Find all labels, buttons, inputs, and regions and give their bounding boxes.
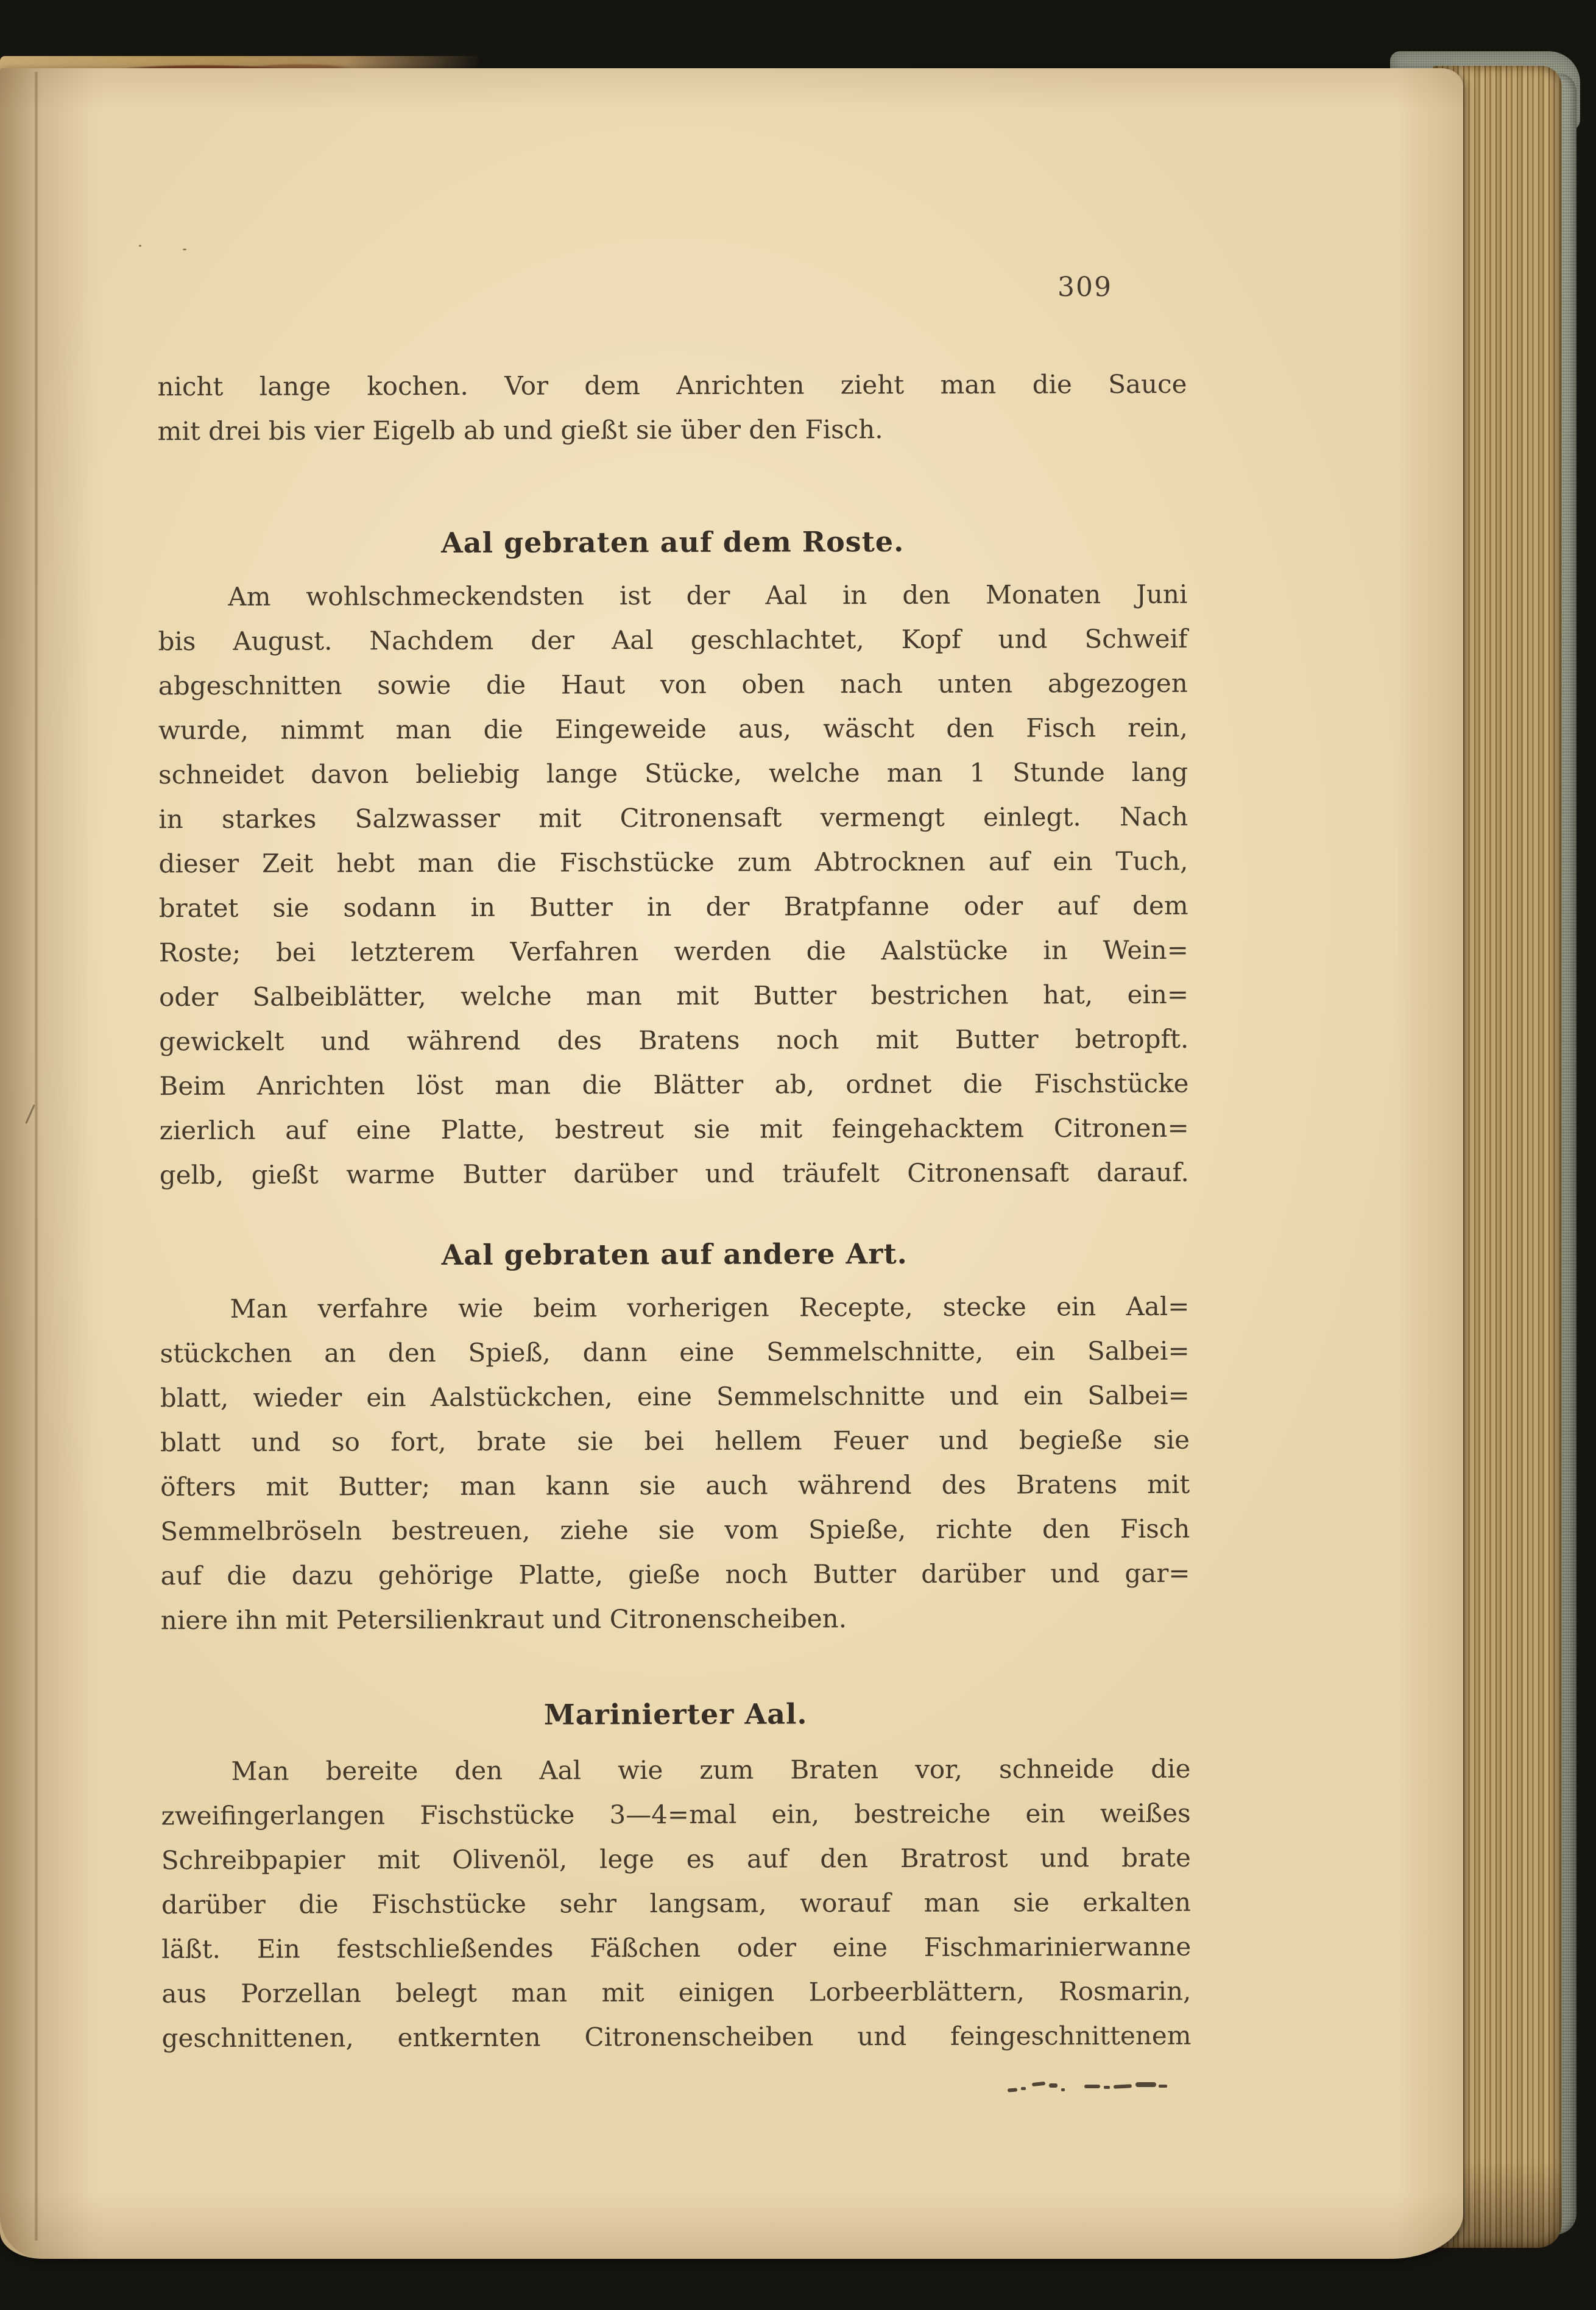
gutter-shadow bbox=[0, 68, 91, 2259]
text-line: Beim Anrichten löst man die Blätter ab, ordnet die Fischstücke bbox=[159, 1068, 1189, 1101]
page-content bbox=[157, 362, 1191, 2060]
text-line: in starkes Salzwasser mit Citronensaft vermengt einlegt. Nach bbox=[158, 801, 1188, 835]
text-line: auf die dazu gehörige Platte, gieße noch Butter darüber und gar= bbox=[160, 1558, 1190, 1591]
paragraph bbox=[158, 572, 1189, 1197]
text-line: Roste; bei letzterem Verfahren werden die Aalstücke in Wein= bbox=[158, 934, 1188, 968]
text-line: nicht lange kochen. Vor dem Anrichten zieht man die Sauce bbox=[157, 369, 1187, 402]
text-line: niere ihn mit Petersilienkraut und Citronenscheiben. bbox=[160, 1603, 847, 1636]
recipe-heading: Marinierter Aal. bbox=[543, 1697, 808, 1731]
recipe-heading: Aal gebraten auf dem Roste. bbox=[440, 525, 905, 559]
text-line: Man bereite den Aal wie zum Braten vor, schneide die bbox=[231, 1753, 1191, 1786]
text-line: Schreibpapier mit Olivenöl, lege es auf den Bratrost und brate bbox=[161, 1842, 1191, 1876]
text-line: aus Porzellan belegt man mit einigen Lorbeerblättern, Rosmarin, bbox=[161, 1976, 1192, 2009]
text-line: läßt. Ein festschließendes Fäßchen oder eine Fischmarinierwanne bbox=[161, 1931, 1192, 1965]
ink-smudge bbox=[1006, 2072, 1189, 2100]
text-line: blatt, wieder ein Aalstückchen, eine Semmelschnitte und ein Salbei= bbox=[160, 1380, 1190, 1413]
text-line: schneidet davon beliebig lange Stücke, welche man 1 Stunde lang bbox=[158, 757, 1188, 790]
text-line: bis August. Nachdem der Aal geschlachtet, Kopf und Schweif bbox=[158, 623, 1188, 657]
text-line: geschnittenen, entkernten Citronenscheiben und feingeschnittenem bbox=[161, 2020, 1192, 2054]
text-line: dieser Zeit hebt man die Fischstücke zum Abtrocknen auf ein Tuch, bbox=[158, 846, 1188, 879]
text-line: bratet sie sodann in Butter in der Bratpfanne oder auf dem bbox=[158, 890, 1188, 924]
paper-speck bbox=[183, 249, 186, 250]
text-line: öfters mit Butter; man kann sie auch während des Bratens mit bbox=[160, 1469, 1190, 1502]
paragraph bbox=[157, 362, 1187, 453]
gutter-crease-line bbox=[34, 72, 38, 2241]
text-line: stückchen an den Spieß, dann eine Semmelschnitte, ein Salbei= bbox=[160, 1335, 1190, 1369]
paragraph bbox=[160, 1284, 1190, 1642]
text-line: zweifingerlangen Fischstücke 3—4=mal ein, bestreiche ein weißes bbox=[161, 1798, 1191, 1831]
text-line: Man verfahre wie beim vorherigen Recepte, stecke ein Aal= bbox=[230, 1291, 1190, 1324]
text-line: darüber die Fischstücke sehr langsam, worauf man sie erkalten bbox=[161, 1887, 1192, 1920]
text-line: oder Salbeiblätter, welche man mit Butter bestrichen hat, ein= bbox=[159, 979, 1189, 1012]
text-line: wurde, nimmt man die Eingeweide aus, wäscht den Fisch rein, bbox=[158, 712, 1188, 746]
paper-speck bbox=[139, 245, 141, 247]
text-line: mit drei bis vier Eigelb ab und gießt sie über den Fisch. bbox=[157, 414, 883, 447]
text-line: blatt und so fort, brate sie bei hellem Feuer und begieße sie bbox=[160, 1424, 1190, 1458]
text-line: gelb, gießt warme Butter darüber und träufelt Citronensaft darauf. bbox=[159, 1157, 1189, 1190]
text-line: zierlich auf eine Platte, bestreut sie mit feingehacktem Citronen= bbox=[159, 1112, 1189, 1146]
text-line: Am wohlschmeckendsten ist der Aal in den Monaten Juni bbox=[228, 579, 1188, 612]
recipe-heading: Aal gebraten auf andere Art. bbox=[441, 1237, 908, 1272]
text-line: gewickelt und während des Bratens noch mit Butter betropft. bbox=[159, 1023, 1189, 1057]
paragraph bbox=[161, 1747, 1191, 2060]
page-number: 309 bbox=[1058, 272, 1112, 303]
text-line: abgeschnitten sowie die Haut von oben nach unten abgezogen bbox=[158, 668, 1188, 701]
text-line: Semmelbröseln bestreuen, ziehe sie vom Spieße, richte den Fisch bbox=[160, 1513, 1190, 1547]
